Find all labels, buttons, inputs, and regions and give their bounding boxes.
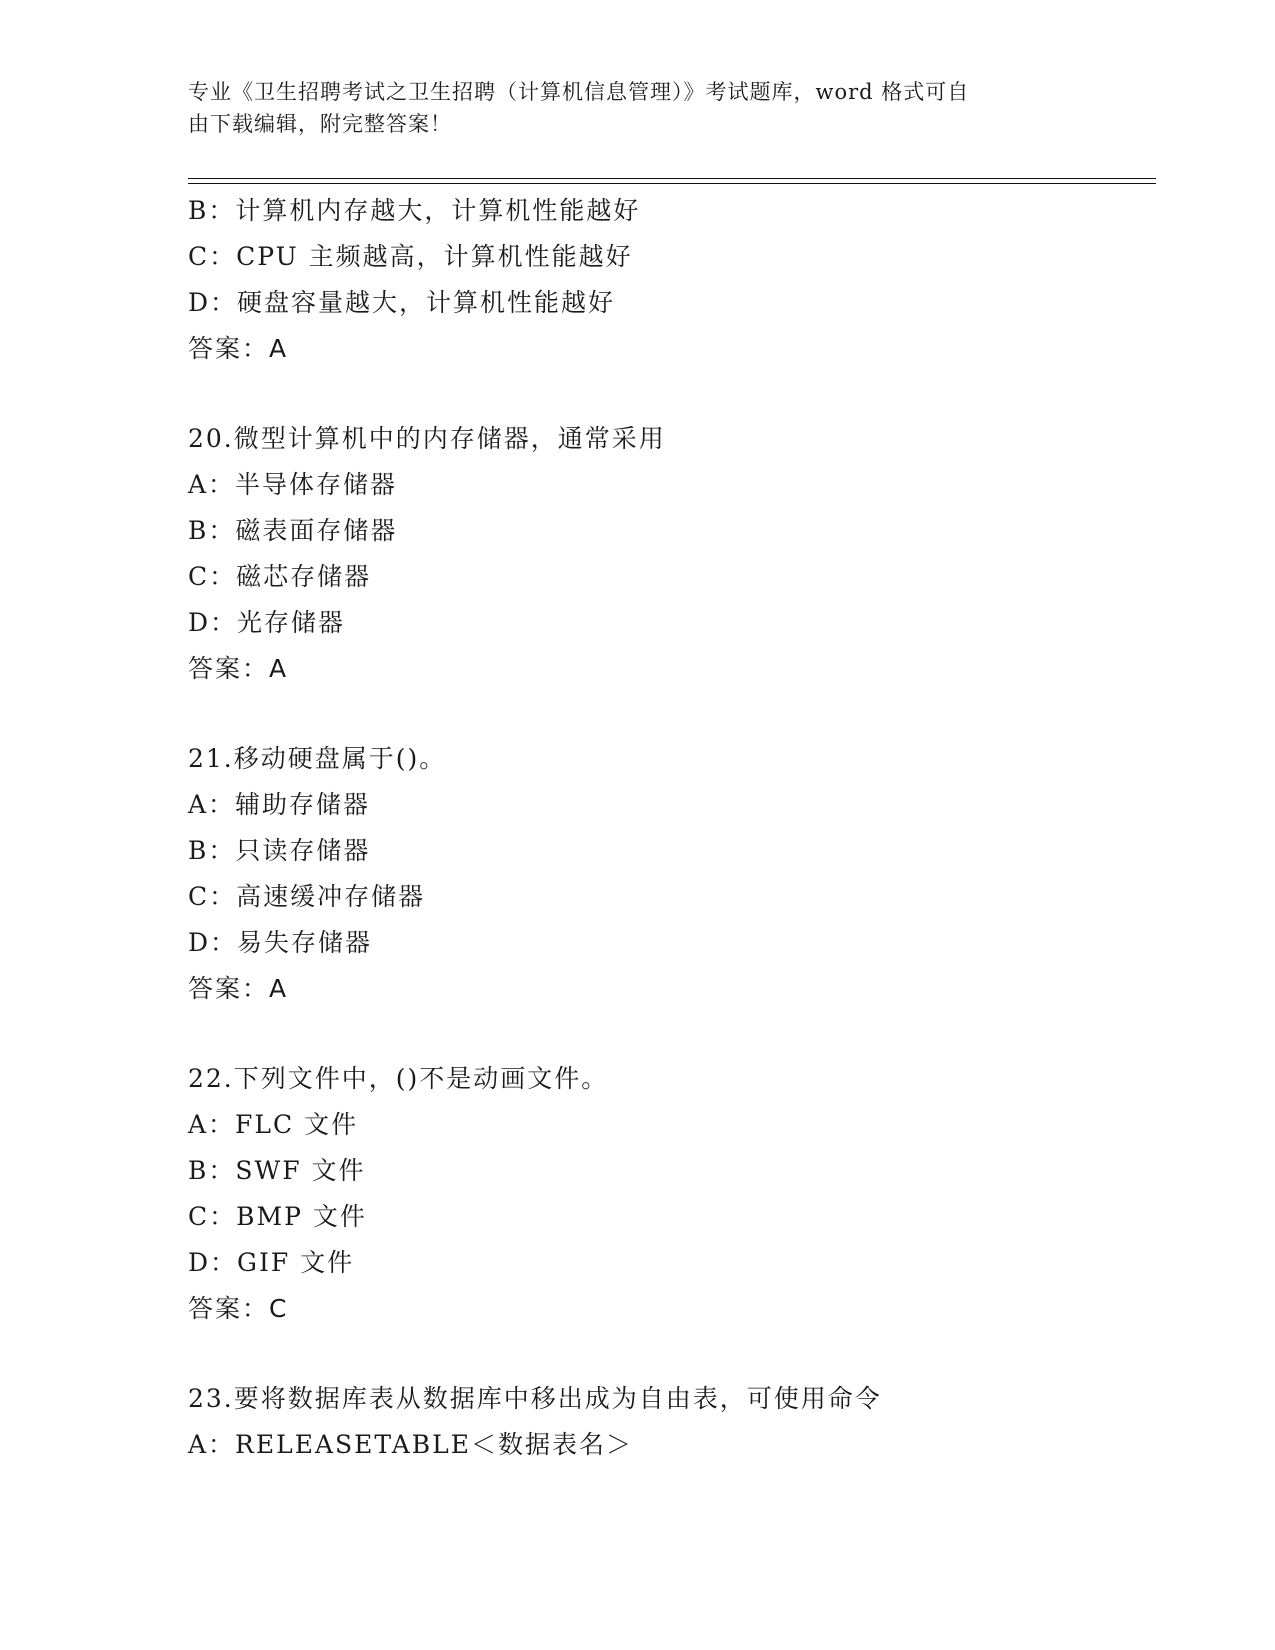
spacer [188, 1332, 1148, 1376]
option-c: C：CPU 主频越高，计算机性能越好 [188, 242, 633, 271]
answer: 答案：C [188, 1294, 289, 1323]
option-d: D：GIF 文件 [188, 1248, 355, 1277]
spacer [188, 1012, 1148, 1056]
header-rule-bottom [188, 183, 1156, 184]
question-20 [188, 416, 1148, 692]
option-a: A：RELEASETABLE＜数据表名＞ [188, 1430, 633, 1459]
option-c: C：高速缓冲存储器 [188, 882, 426, 911]
option-b: B：磁表面存储器 [188, 516, 398, 545]
question-list [188, 188, 1148, 1468]
answer: 答案：A [188, 334, 289, 363]
question-21 [188, 736, 1148, 1012]
question-23 [188, 1376, 1148, 1468]
option-c: C：磁芯存储器 [188, 562, 372, 591]
question-text: 23.要将数据库表从数据库中移出成为自由表，可使用命令 [188, 1384, 882, 1413]
option-d: D：易失存储器 [188, 928, 373, 957]
option-b: B：计算机内存越大，计算机性能越好 [188, 196, 641, 225]
header-line-2: 由下载编辑，附完整答案！ [188, 112, 452, 136]
answer: 答案：A [188, 654, 289, 683]
question-text: 22.下列文件中，()不是动画文件。 [188, 1064, 609, 1093]
question-text: 21.移动硬盘属于()。 [188, 744, 447, 773]
header-line-1: 专业《卫生招聘考试之卫生招聘（计算机信息管理）》考试题库，word 格式可自 [188, 80, 970, 104]
spacer [188, 372, 1148, 416]
option-c: C：BMP 文件 [188, 1202, 367, 1231]
option-a: A：辅助存储器 [188, 790, 371, 819]
question-19 [188, 188, 1148, 372]
option-b: B：只读存储器 [188, 836, 371, 865]
option-d: D：光存储器 [188, 608, 346, 637]
option-a: A：半导体存储器 [188, 470, 398, 499]
answer: 答案：A [188, 974, 289, 1003]
document-header [188, 76, 1068, 140]
header-rule-top [188, 178, 1156, 179]
question-22 [188, 1056, 1148, 1332]
option-b: B：SWF 文件 [188, 1156, 366, 1185]
option-d: D：硬盘容量越大，计算机性能越好 [188, 288, 616, 317]
question-text: 20.微型计算机中的内存储器，通常采用 [188, 424, 666, 453]
option-a: A：FLC 文件 [188, 1110, 359, 1139]
spacer [188, 692, 1148, 736]
